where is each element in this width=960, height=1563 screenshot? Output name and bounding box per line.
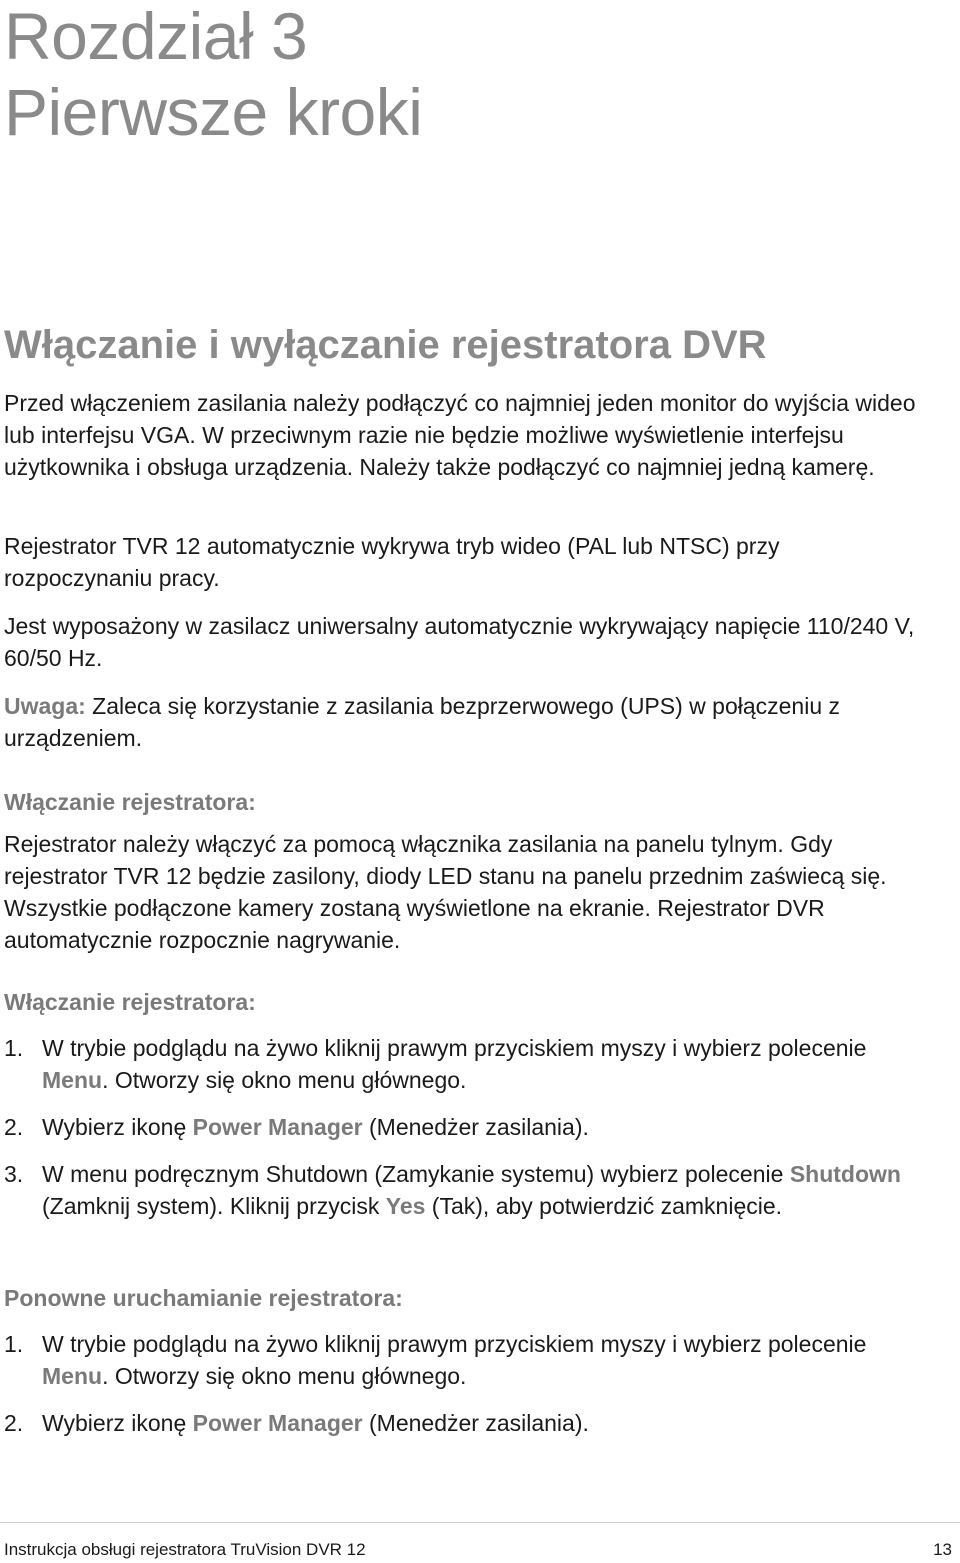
chapter-number: Rozdział 3	[4, 0, 308, 73]
intro-paragraph-1: Przed włączeniem zasilania należy podłączyć co najmniej jeden monitor do wyjścia wideo lub interfejsu VGA. W przeciwnym razie nie będzie możliwe wyświetlenie interfejsu użytkownika i obsługa urządzenia. Należy także podłączyć co najmniej jedną kamerę.	[4, 390, 916, 480]
step-text-end: . Otworzy się okno menu głównego.	[102, 1363, 467, 1389]
step-number: 3.	[4, 1161, 24, 1187]
note-paragraph	[4, 690, 932, 754]
power-manager-command: Power Manager	[192, 1410, 363, 1436]
note-label: Uwaga:	[4, 693, 86, 719]
restart-heading: Ponowne uruchamianie rejestratora:	[4, 1285, 403, 1311]
footer-divider	[0, 1522, 960, 1523]
section-title: Włączanie i wyłączanie rejestratora DVR	[4, 323, 767, 367]
menu-command: Menu	[42, 1067, 103, 1093]
restart-step-2	[4, 1407, 932, 1439]
step-text: Wybierz ikonę	[42, 1410, 193, 1436]
step-number: 1.	[4, 1035, 24, 1061]
step-text: Wybierz ikonę	[42, 1114, 193, 1140]
power-on-heading: Włączanie rejestratora:	[4, 789, 256, 815]
shutdown-command: Shutdown	[789, 1161, 901, 1187]
step-text-end: (Menedżer zasilania).	[362, 1410, 589, 1436]
intro-paragraph-3: Jest wyposażony w zasilacz uniwersalny automatycznie wykrywający napięcie 110/240 V, 60/50 Hz.	[4, 613, 915, 671]
step-text-end: . Otworzy się okno menu głównego.	[102, 1067, 467, 1093]
step-text: W menu podręcznym Shutdown (Zamykanie systemu) wybierz polecenie	[42, 1161, 790, 1187]
footer-manual-title: Instrukcja obsługi rejestratora TruVision DVR 12	[4, 1540, 366, 1559]
step-number: 2.	[4, 1114, 24, 1140]
power-off-step-2	[4, 1111, 932, 1143]
page-number: 13	[933, 1540, 952, 1559]
step-text-end: (Menedżer zasilania).	[362, 1114, 589, 1140]
power-off-heading: Włączanie rejestratora:	[4, 989, 256, 1015]
step-text-end: (Tak), aby potwierdzić zamknięcie.	[425, 1193, 783, 1219]
power-on-text: Rejestrator należy włączyć za pomocą włącznika zasilania na panelu tylnym. Gdy rejestrator TVR 12 będzie zasilony, diody LED stanu na panelu przednim zaświecą się. Wszystkie podłączone kamery zostaną wyświetlone na ekranie. Rejestrator DVR automatycznie rozpocznie nagrywanie.	[4, 831, 887, 953]
step-number: 2.	[4, 1410, 24, 1436]
restart-step-1	[4, 1328, 932, 1392]
step-text: W trybie podglądu na żywo kliknij prawym przyciskiem myszy i wybierz polecenie	[42, 1035, 867, 1061]
step-number: 1.	[4, 1331, 24, 1357]
power-off-step-1	[4, 1032, 932, 1096]
power-manager-command: Power Manager	[192, 1114, 363, 1140]
power-off-step-3	[4, 1158, 932, 1222]
step-text: W trybie podglądu na żywo kliknij prawym przyciskiem myszy i wybierz polecenie	[42, 1331, 867, 1357]
step-text-middle: (Zamknij system). Kliknij przycisk	[42, 1193, 386, 1219]
yes-command: Yes	[385, 1193, 426, 1219]
note-text: Zaleca się korzystanie z zasilania bezprzerwowego (UPS) w połączeniu z urządzeniem.	[4, 693, 841, 751]
intro-paragraph-2: Rejestrator TVR 12 automatycznie wykrywa tryb wideo (PAL lub NTSC) przy rozpoczynaniu pracy.	[4, 533, 780, 591]
chapter-title: Pierwsze kroki	[4, 75, 423, 149]
menu-command: Menu	[42, 1363, 103, 1389]
